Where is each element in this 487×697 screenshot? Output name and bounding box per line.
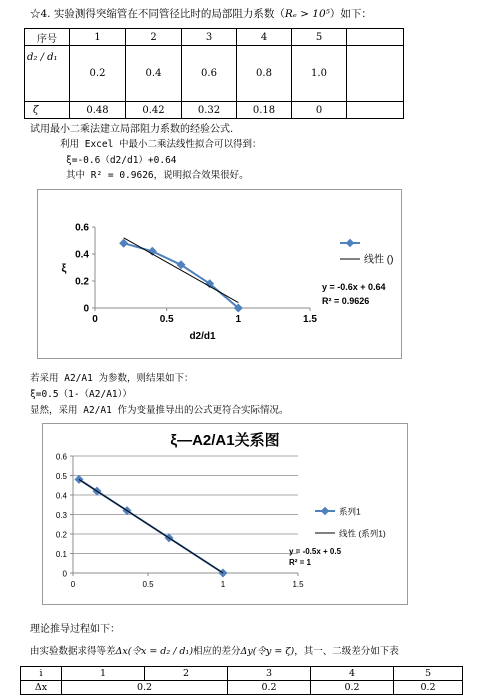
table-header-cell: 2 [145,667,228,681]
table-cell: 0.18 [237,102,292,119]
table-row-label: ζ [33,104,39,116]
table-cell: 0.32 [182,102,237,119]
chart2-svg [43,424,407,604]
x-tick-label: 1 [235,314,242,325]
table-cell: 1.0 [292,46,347,102]
trendline [79,479,223,573]
chart-title: ξ—A2/A1关系图 [170,432,280,449]
chart-xi-vs-d-ratio [37,189,402,359]
x-axis-label: d2/d1 [189,331,216,342]
table-cell: 0.4 [126,46,182,102]
chart-xi-vs-area-ratio [42,423,408,605]
y-tick-label: 0.6 [75,222,89,234]
x-tick-label: 1.5 [303,314,317,325]
delta-x-definition: Δx(令x = d₂ / d₁) [115,646,194,657]
table-cell: 0.2 [228,681,311,695]
alt-formula: ξ=0.5（1-（A2/A1）） [30,389,132,400]
x-tick-label: 0.5 [159,314,174,325]
trendline [124,238,239,303]
fit-method-text: 利用 Excel 中最小二乘法线性拟合可以得到： [60,139,262,150]
instruction-text: 试用最小二乘法建立局部阻力系数的经验公式. [30,124,234,135]
table-cell: 3 [182,29,237,46]
derivation-heading: 理论推导过程如下： [30,624,120,635]
table-row [21,667,463,681]
legend-series-marker [346,239,353,246]
legend-series-label: 系列1 [339,506,361,517]
y-tick-label: 0.6 [55,452,67,462]
chart1-svg [38,190,401,358]
y-tick-label: 0 [83,303,89,315]
delta-y-definition: Δy(令y = ζ) [240,646,295,657]
table-cell: 0.42 [126,102,182,119]
difference-table [20,666,463,695]
table-cell: 1 [70,29,126,46]
table-header-cell: 4 [311,667,394,681]
table-header-cell: 5 [394,667,463,681]
x-tick-label: 1 [220,580,226,589]
table-cell: 0 [292,102,347,119]
x-tick-label: 0 [70,580,76,589]
table-row [25,29,404,46]
table-row-label: d₂ / d₁ [27,52,58,63]
y-tick-label: 0.2 [55,530,67,540]
table-row [25,46,404,102]
table-row [25,102,404,119]
x-tick-label: 0 [92,314,98,325]
legend-series-marker [321,507,328,514]
y-tick-label: 0.4 [75,249,89,261]
table-cell: 0.48 [70,102,126,119]
table-cell: 0.8 [237,46,292,102]
table-header-cell: i [21,667,62,681]
y-tick-label: 0.1 [55,550,67,559]
difference-text [30,643,399,657]
table-header-cell: 3 [228,667,311,681]
difference-text-mid: 相应的差分 [193,646,241,657]
table-cell: 5 [292,29,347,46]
reynolds-condition: Rₑ > 10⁵ [284,8,330,20]
trendline-equation: R² = 0.9626 [322,296,370,306]
table-cell: 0.6 [182,46,237,102]
table-cell: 0.2 [70,46,126,102]
table-header-cell: 1 [62,667,145,681]
problem-title [30,6,372,21]
y-tick-label: 0.3 [55,511,67,520]
difference-text-suffix: ，其一、二级差分如下表 [294,646,399,657]
difference-text-prefix: 由实验数据求得等差 [30,646,116,657]
y-tick-label: 0.5 [55,472,67,481]
table-cell: 2 [126,29,182,46]
y-tick-label: 0 [62,569,67,579]
fit-quality-text: 其中 R² = 0.9626，说明拟合效果很好。 [66,170,249,181]
title-prefix: ☆4. 实验测得突缩管在不同管径比时的局部阻力系数（ [30,8,285,20]
table-cell: 0.2 [394,681,463,695]
data-table [24,28,404,119]
table-row [21,681,463,695]
x-tick-label: 0.5 [142,580,154,589]
trendline-equation: R² = 1 [289,558,312,567]
table-cell-empty [347,46,404,102]
series-line [124,243,239,308]
table-row-label: Δx [21,681,62,695]
table-row-label: 序号 [25,29,70,46]
legend-trend-label: 线性 (系列1) [339,528,386,539]
y-tick-label: 0.2 [75,276,89,288]
table-cell-empty [347,102,404,119]
fit-formula: ξ=-0.6（d2/d1）+0.64 [66,155,177,166]
data-point [120,239,128,247]
trendline-equation: y = -0.6x + 0.64 [322,282,386,292]
alt-param-text: 若采用 A2/A1 为参数，则结果如下： [30,373,194,384]
y-axis-label: ξ [61,262,67,275]
conclusion-text: 显然，采用 A2/A1 作为变量推导出的公式更符合实际情况。 [30,405,289,416]
title-suffix: ）如下： [329,8,372,20]
trendline-equation: y = -0.5x + 0.5 [289,547,342,556]
table-cell-empty [347,29,404,46]
x-tick-label: 1.5 [292,580,304,589]
legend-trend-label: 线性 () [364,254,394,266]
table-cell: 0.2 [311,681,394,695]
table-cell: 0.2 [62,681,228,695]
y-tick-label: 0.4 [55,491,67,501]
table-cell: 4 [237,29,292,46]
